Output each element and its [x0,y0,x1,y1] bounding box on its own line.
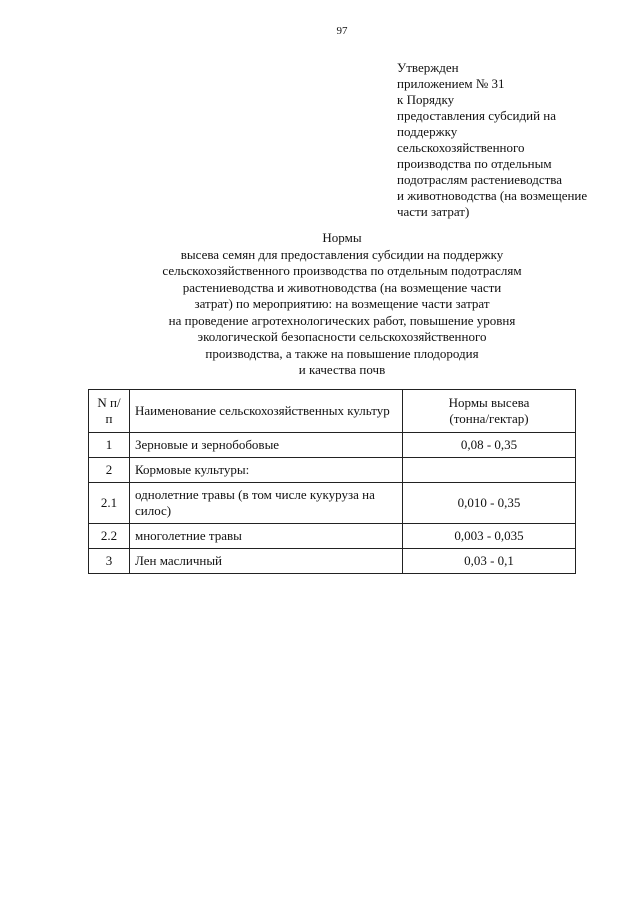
title-line: на проведение агротехнологических работ, повышение уровня [168,312,516,328]
approval-line: части затрат) [397,204,470,219]
approval-line: сельскохозяйственного [397,140,525,155]
approval-line: к Порядку [397,92,455,107]
row-num: 2.1 [89,483,130,524]
page-number: 97 [336,25,348,37]
approval-line: Утвержден [397,60,459,75]
approval-line: предоставления субсидий на [397,108,557,123]
header-name: Наименование сельскохозяйственных культур [130,390,403,433]
title-line: Нормы [322,230,362,245]
row-num: 2.2 [89,524,130,549]
row-norm: 0,08 - 0,35 [403,433,576,458]
table-row [89,458,576,483]
row-name: Лен масличный [130,549,403,574]
approval-line: поддержку [397,124,458,139]
header-norm-line1: Нормы высева [448,395,530,410]
row-num: 1 [89,433,130,458]
approval-line: и животноводства (на возмещение [397,188,588,203]
title-line: высева семян для предоставления субсидии на поддержку [180,246,504,262]
title-line: и качества почв [298,362,386,377]
title-line: сельскохозяйственного производства по отдельным подотраслям [162,263,522,278]
table-row [89,549,576,574]
approval-block [397,60,627,220]
row-norm: 0,010 - 0,35 [403,483,576,524]
row-norm: 0,003 - 0,035 [403,524,576,549]
row-num: 3 [89,549,130,574]
row-norm: 0,03 - 0,1 [403,549,576,574]
table-row [89,524,576,549]
table-row [89,433,576,458]
title-line: экологической безопасности сельскохозяйственного [197,329,487,344]
header-norm-line2: (тонна/гектар) [449,411,529,426]
approval-line: производства по отдельным [397,156,552,171]
approval-line: подотраслям растениеводства [397,172,563,187]
title-line: растениеводства и животноводства (на возмещение части [182,279,502,295]
row-name: Зерновые и зернобобовые [130,433,403,458]
seed-norms-table [88,389,576,574]
row-name: однолетние травы (в том числе кукуруза на силос) [130,483,403,524]
row-norm [403,458,576,483]
header-norm [403,390,576,433]
row-name: многолетние травы [130,524,403,549]
row-name: Кормовые культуры: [130,458,403,483]
table-row [89,483,576,524]
approval-line: приложением № 31 [397,76,505,91]
document-title [100,230,584,379]
row-num: 2 [89,458,130,483]
title-line: производства, а также на повышение плодородия [205,345,479,361]
title-line: затрат) по мероприятию: на возмещение части затрат [194,296,490,311]
header-num: N п/п [89,390,130,433]
table-header-row [89,390,576,433]
